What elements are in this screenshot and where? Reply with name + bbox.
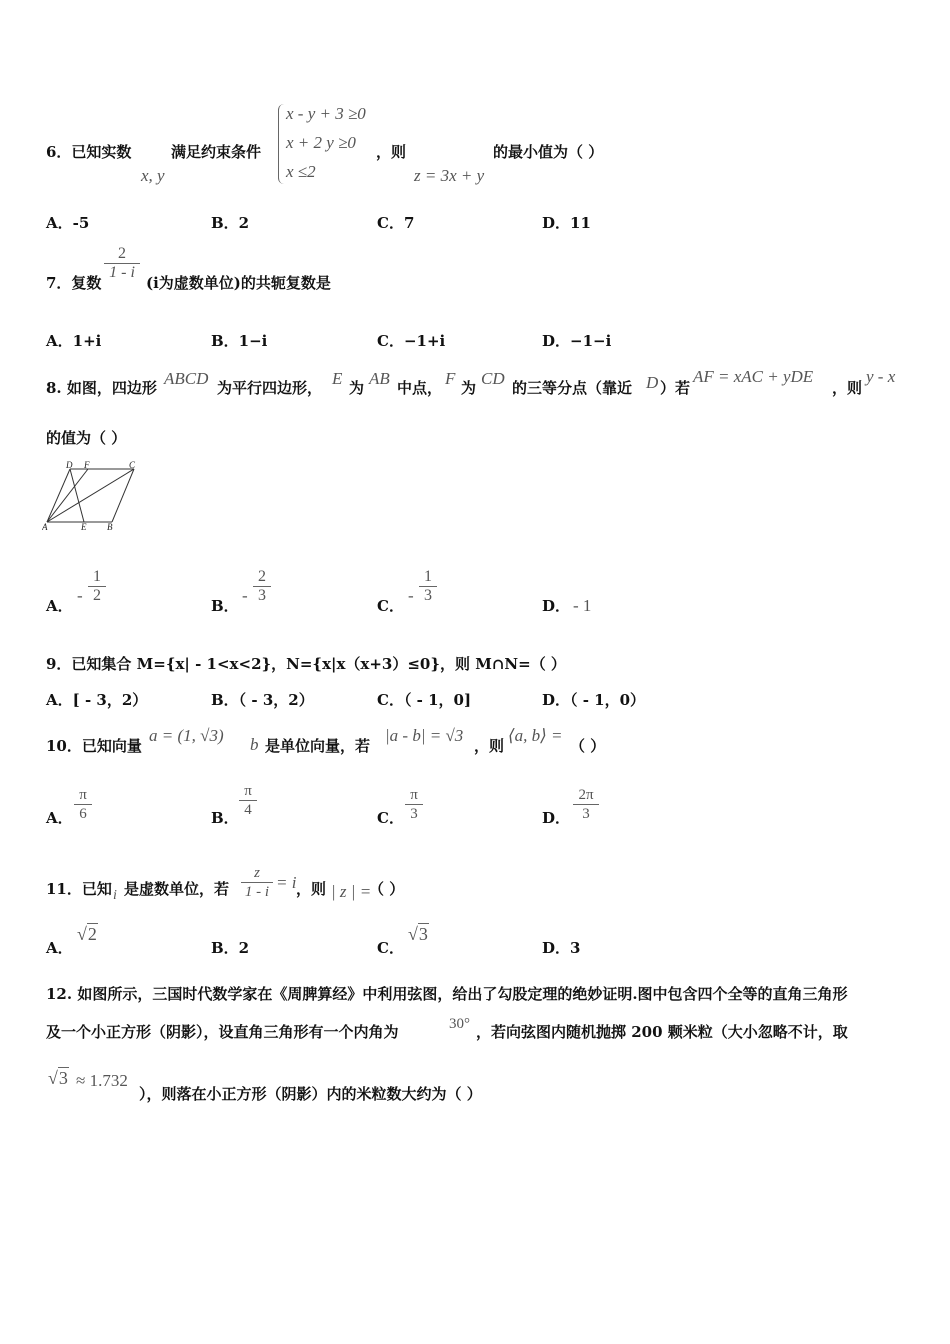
q10-option-c-den: 3 bbox=[410, 806, 418, 822]
q10-option-a-fraction bbox=[74, 786, 92, 823]
q10-option-d-fraction bbox=[573, 786, 599, 823]
q8-stem-4: 中点， bbox=[397, 379, 443, 397]
q8-option-c-num: 1 bbox=[424, 568, 432, 585]
q7-option-d[interactable]: D．−1−i bbox=[542, 332, 612, 350]
q6-constraint-3: x ≤2 bbox=[286, 162, 316, 181]
q8-y-minus-x: y - x bbox=[866, 367, 896, 386]
q6-option-d[interactable]: D．11 bbox=[542, 214, 591, 232]
q8-label-b: B bbox=[107, 522, 113, 532]
q11-option-a-label[interactable]: A． bbox=[46, 939, 73, 957]
q7-option-b[interactable]: B．1−i bbox=[211, 332, 268, 350]
q8-option-d-label[interactable]: D． bbox=[542, 597, 571, 615]
q8-ab: AB bbox=[369, 369, 390, 388]
q8-d: D bbox=[646, 373, 659, 392]
q7-fraction bbox=[104, 245, 140, 282]
q9-option-b[interactable]: B．（ - 3，2） bbox=[211, 691, 314, 709]
q6-constraint-1: x - y + 3 ≥0 bbox=[286, 104, 366, 123]
q8-abcd: ABCD bbox=[164, 369, 209, 388]
q8-parallelogram-figure bbox=[42, 460, 142, 532]
q11-stem: 11．已知 bbox=[46, 880, 112, 898]
q12-sqrt: √3 bbox=[48, 1068, 68, 1088]
q8-stem-8: ，则 bbox=[832, 379, 863, 397]
q10-angle: ⟨a, b⟩ = bbox=[508, 726, 563, 745]
q8-f: F bbox=[445, 369, 456, 388]
q10-tail: （ ） bbox=[570, 737, 606, 755]
q12-line3: ），则落在小正方形（阴影）内的米粒数大约为（ ） bbox=[139, 1085, 482, 1103]
q7-option-a[interactable]: A．1+i bbox=[46, 332, 102, 350]
q8-option-b-den: 3 bbox=[258, 587, 266, 604]
q9-option-d[interactable]: D．（ - 1，0） bbox=[542, 691, 646, 709]
q8-label-d: D bbox=[66, 460, 73, 470]
q10-option-d-label[interactable]: D． bbox=[542, 809, 571, 827]
q10-stem: 10．已知向量 bbox=[46, 737, 142, 755]
q11-fraction-num: z bbox=[254, 865, 260, 881]
q11-option-d[interactable]: D．3 bbox=[542, 939, 581, 957]
q11-option-c-radicand: 3 bbox=[418, 924, 428, 944]
q6-option-b[interactable]: B．2 bbox=[211, 214, 250, 232]
q8-diagonal-ac bbox=[47, 469, 134, 522]
q8-vector-eq: AF = xAC + yDE bbox=[693, 367, 814, 386]
q10-option-b-fraction bbox=[239, 782, 257, 819]
q8-stem-line2: 的值为（ ） bbox=[46, 429, 127, 447]
q8-option-b-sign: - bbox=[242, 586, 248, 605]
q6-option-c[interactable]: C．7 bbox=[377, 214, 415, 232]
q12-radicand: 3 bbox=[58, 1068, 68, 1088]
q7-option-c[interactable]: C．−1+i bbox=[377, 332, 446, 350]
q12-line2b: ，若向弦图内随机抛掷 200 颗米粒（大小忽略不计，取 bbox=[476, 1023, 848, 1041]
q10-option-d-num: 2π bbox=[578, 787, 594, 803]
q10-mid: 是单位向量，若 bbox=[265, 737, 371, 755]
q8-option-a-num: 1 bbox=[93, 568, 101, 585]
q10-vector-a: a = (1, √3) bbox=[149, 726, 224, 745]
q9-stem: 9．已知集合 M={x| - 1<x<2}，N={x|x（x+3）≤0}，则 M∩N=（ ） bbox=[46, 655, 566, 673]
q8-stem-1: 8. 如图，四边形 bbox=[46, 379, 157, 397]
q10-option-c-fraction bbox=[405, 786, 423, 823]
q10-option-c-num: π bbox=[410, 787, 418, 803]
q10-then: ，则 bbox=[474, 737, 505, 755]
q10-option-a-den: 6 bbox=[79, 806, 87, 822]
q6-constraint-2: x + 2 y ≥0 bbox=[286, 133, 356, 152]
q8-label-f: F bbox=[84, 460, 90, 470]
q6-objective: z = 3x + y bbox=[414, 166, 485, 185]
q12-line1: 12. 如图所示，三国时代数学家在《周脾算经》中利用弦图，给出了勾股定理的绝妙证明.图中包含四个全等的直角三角形 bbox=[46, 985, 848, 1003]
q6-then: ，则 bbox=[376, 143, 407, 161]
q11-then: ，则 bbox=[296, 880, 327, 898]
q11-fraction-den: 1 - i bbox=[244, 884, 270, 900]
q8-cd: CD bbox=[481, 369, 505, 388]
q8-e: E bbox=[332, 369, 343, 388]
q11-mid: 是虚数单位，若 bbox=[124, 880, 230, 898]
q10-option-d-den: 3 bbox=[582, 806, 590, 822]
q8-option-c-label[interactable]: C． bbox=[377, 597, 404, 615]
q11-option-c-label[interactable]: C． bbox=[377, 939, 404, 957]
q7-tail: (i为虚数单位)的共轭复数是 bbox=[146, 274, 331, 292]
q11-option-b[interactable]: B．2 bbox=[211, 939, 250, 957]
q7-stem: 7．复数 bbox=[46, 274, 102, 292]
q8-option-b-num: 2 bbox=[258, 568, 266, 585]
q8-option-d-value: - 1 bbox=[573, 596, 592, 615]
q8-label-a: A bbox=[42, 522, 48, 532]
q8-option-a-label[interactable]: A． bbox=[46, 597, 73, 615]
q12-approx: ≈ 1.732 bbox=[76, 1071, 128, 1090]
q6-stem: 6．已知实数 bbox=[46, 143, 132, 161]
q8-option-c-fraction bbox=[419, 568, 437, 605]
q11-option-a-sqrt: √2 bbox=[77, 924, 97, 944]
q8-option-a-den: 2 bbox=[93, 587, 101, 604]
q8-option-c-sign: - bbox=[408, 586, 414, 605]
q10-option-a-num: π bbox=[79, 787, 87, 803]
q11-abs-z: | z | = bbox=[331, 882, 372, 901]
q10-option-c-label[interactable]: C． bbox=[377, 809, 404, 827]
q8-option-a-fraction bbox=[88, 568, 106, 605]
q8-edge-da bbox=[47, 469, 70, 522]
q8-option-b-label[interactable]: B． bbox=[211, 597, 239, 615]
q8-option-b-fraction bbox=[253, 568, 271, 605]
q8-edge-bc bbox=[112, 469, 134, 522]
q10-option-a-label[interactable]: A． bbox=[46, 809, 73, 827]
q11-tail: （ ） bbox=[369, 880, 405, 898]
q10-option-b-num: π bbox=[244, 783, 252, 799]
q9-option-c[interactable]: C．（ - 1，0] bbox=[377, 691, 472, 709]
q8-option-c-den: 3 bbox=[424, 587, 432, 604]
q12-line2a: 及一个小正方形（阴影），设直角三角形有一个内角为 bbox=[46, 1023, 399, 1041]
q6-mid: 满足约束条件 bbox=[171, 143, 262, 161]
q11-fraction bbox=[241, 864, 273, 901]
q8-label-e: E bbox=[81, 522, 87, 532]
q6-option-a[interactable]: A．-5 bbox=[46, 214, 90, 232]
q8-label-c: C bbox=[129, 460, 136, 470]
q6-constraint-brace bbox=[278, 104, 285, 184]
q8-stem-7: ）若 bbox=[660, 379, 691, 397]
q11-option-a-radicand: 2 bbox=[87, 924, 97, 944]
q6-vars: x, y bbox=[141, 166, 165, 185]
q11-i: i bbox=[113, 888, 117, 903]
q7-fraction-num: 2 bbox=[118, 245, 126, 262]
q11-eq: = i bbox=[276, 873, 297, 892]
q10-option-b-label[interactable]: B． bbox=[211, 809, 239, 827]
q9-option-a[interactable]: A．[ - 3，2） bbox=[46, 691, 148, 709]
q8-stem-2: 为平行四边形， bbox=[217, 379, 323, 397]
q10-option-b-den: 4 bbox=[244, 802, 252, 818]
q12-angle: 30° bbox=[449, 1016, 470, 1032]
q11-option-c-sqrt: √3 bbox=[408, 924, 428, 944]
q10-condition: |a - b| = √3 bbox=[385, 726, 464, 745]
q8-stem-6: 的三等分点（靠近 bbox=[512, 379, 633, 397]
q7-fraction-den: 1 - i bbox=[109, 264, 135, 281]
q8-stem-5: 为 bbox=[461, 379, 477, 397]
q8-stem-3: 为 bbox=[349, 379, 365, 397]
q10-vector-b: b bbox=[250, 735, 259, 754]
q6-tail: 的最小值为（ ） bbox=[493, 143, 604, 161]
q8-option-a-sign: - bbox=[77, 586, 83, 605]
